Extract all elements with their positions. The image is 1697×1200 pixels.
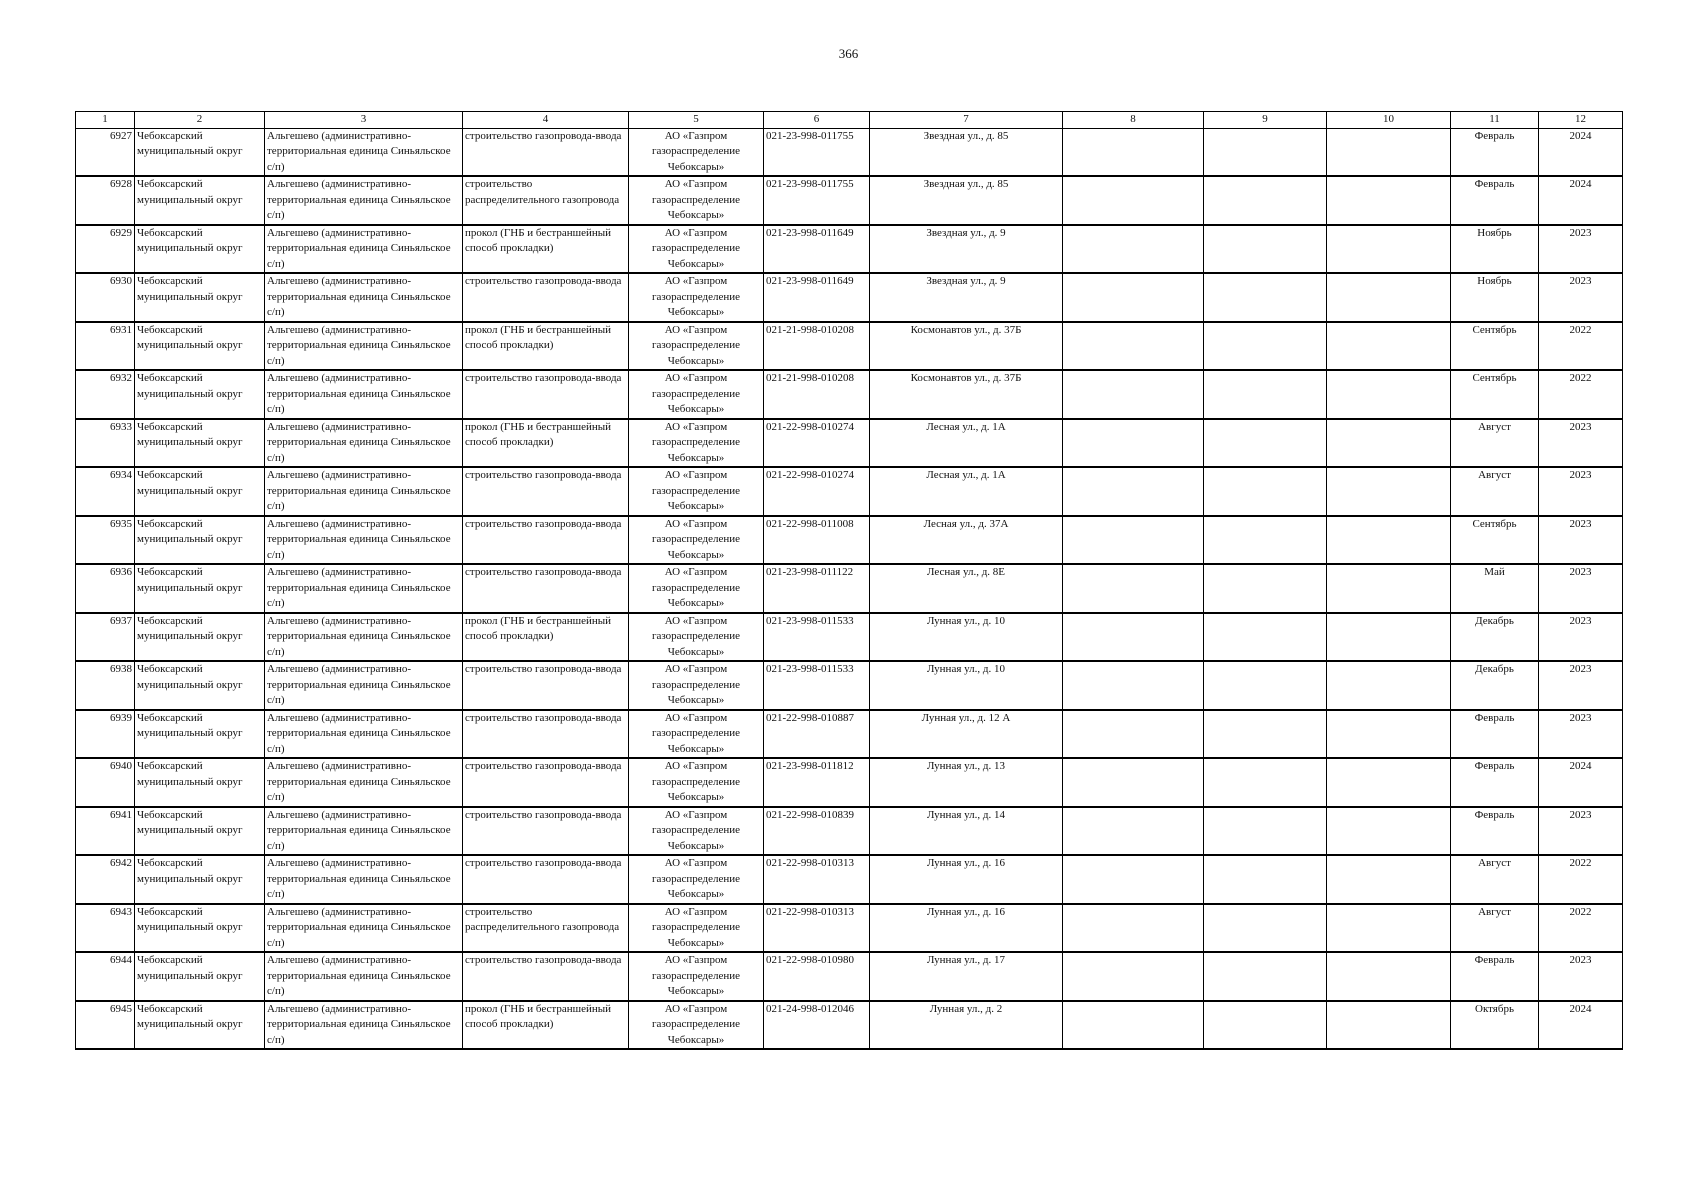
year-cell: 2022 xyxy=(1539,904,1623,953)
district-cell: Чебоксарский муниципальный округ xyxy=(135,661,265,710)
column-8-cell xyxy=(1063,273,1204,322)
address-cell: Звездная ул., д. 85 xyxy=(870,176,1063,225)
column-9-cell xyxy=(1204,370,1327,419)
district-cell: Чебоксарский муниципальный округ xyxy=(135,467,265,516)
month-cell: Август xyxy=(1451,467,1539,516)
column-8-cell xyxy=(1063,225,1204,274)
row-number: 6932 xyxy=(76,370,135,419)
column-10-cell xyxy=(1327,758,1451,807)
district-cell: Чебоксарский муниципальный округ xyxy=(135,807,265,856)
district-cell: Чебоксарский муниципальный округ xyxy=(135,564,265,613)
column-header: 2 xyxy=(135,112,265,129)
settlement-cell: Альгешево (административно-территориальная единица Синьяльское с/п) xyxy=(265,710,463,759)
address-cell: Лунная ул., д. 16 xyxy=(870,904,1063,953)
column-8-cell xyxy=(1063,758,1204,807)
settlement-cell: Альгешево (административно-территориальная единица Синьяльское с/п) xyxy=(265,758,463,807)
column-8-cell xyxy=(1063,904,1204,953)
organization-cell: АО «Газпром газораспределение Чебоксары» xyxy=(629,370,764,419)
address-cell: Лунная ул., д. 14 xyxy=(870,807,1063,856)
column-10-cell xyxy=(1327,273,1451,322)
column-10-cell xyxy=(1327,661,1451,710)
address-cell: Лунная ул., д. 13 xyxy=(870,758,1063,807)
settlement-cell: Альгешево (административно-территориальная единица Синьяльское с/п) xyxy=(265,613,463,662)
column-8-cell xyxy=(1063,128,1204,176)
column-9-cell xyxy=(1204,1001,1327,1050)
column-10-cell xyxy=(1327,176,1451,225)
work-type-cell: прокол (ГНБ и бестраншейный способ прокладки) xyxy=(463,322,629,371)
column-10-cell xyxy=(1327,419,1451,468)
address-cell: Лунная ул., д. 12 А xyxy=(870,710,1063,759)
district-cell: Чебоксарский муниципальный округ xyxy=(135,613,265,662)
code-cell: 021-22-998-010887 xyxy=(764,710,870,759)
row-number: 6943 xyxy=(76,904,135,953)
district-cell: Чебоксарский муниципальный округ xyxy=(135,370,265,419)
column-10-cell xyxy=(1327,952,1451,1001)
column-9-cell xyxy=(1204,904,1327,953)
work-type-cell: строительство газопровода-ввода xyxy=(463,855,629,904)
code-cell: 021-22-998-010839 xyxy=(764,807,870,856)
column-header: 12 xyxy=(1539,112,1623,129)
district-cell: Чебоксарский муниципальный округ xyxy=(135,1001,265,1050)
year-cell: 2023 xyxy=(1539,273,1623,322)
column-header: 1 xyxy=(76,112,135,129)
settlement-cell: Альгешево (административно-территориальная единица Синьяльское с/п) xyxy=(265,128,463,176)
organization-cell: АО «Газпром газораспределение Чебоксары» xyxy=(629,128,764,176)
column-9-cell xyxy=(1204,128,1327,176)
work-type-cell: строительство газопровода-ввода xyxy=(463,710,629,759)
settlement-cell: Альгешево (административно-территориальная единица Синьяльское с/п) xyxy=(265,225,463,274)
month-cell: Ноябрь xyxy=(1451,225,1539,274)
code-cell: 021-23-998-011755 xyxy=(764,128,870,176)
organization-cell: АО «Газпром газораспределение Чебоксары» xyxy=(629,758,764,807)
settlement-cell: Альгешево (административно-территориальная единица Синьяльское с/п) xyxy=(265,516,463,565)
column-header: 4 xyxy=(463,112,629,129)
work-type-cell: строительство распределительного газопровода xyxy=(463,904,629,953)
column-9-cell xyxy=(1204,807,1327,856)
year-cell: 2023 xyxy=(1539,467,1623,516)
month-cell: Февраль xyxy=(1451,758,1539,807)
year-cell: 2023 xyxy=(1539,419,1623,468)
settlement-cell: Альгешево (административно-территориальная единица Синьяльское с/п) xyxy=(265,855,463,904)
year-cell: 2024 xyxy=(1539,176,1623,225)
column-9-cell xyxy=(1204,516,1327,565)
column-header: 3 xyxy=(265,112,463,129)
column-10-cell xyxy=(1327,564,1451,613)
column-number-row xyxy=(76,112,1623,129)
registry-table xyxy=(75,111,1623,1050)
organization-cell: АО «Газпром газораспределение Чебоксары» xyxy=(629,225,764,274)
row-number: 6941 xyxy=(76,807,135,856)
settlement-cell: Альгешево (административно-территориальная единица Синьяльское с/п) xyxy=(265,419,463,468)
year-cell: 2023 xyxy=(1539,516,1623,565)
address-cell: Лесная ул., д. 37А xyxy=(870,516,1063,565)
year-cell: 2024 xyxy=(1539,758,1623,807)
district-cell: Чебоксарский муниципальный округ xyxy=(135,176,265,225)
address-cell: Лунная ул., д. 10 xyxy=(870,613,1063,662)
row-number: 6935 xyxy=(76,516,135,565)
column-8-cell xyxy=(1063,1001,1204,1050)
work-type-cell: строительство газопровода-ввода xyxy=(463,807,629,856)
organization-cell: АО «Газпром газораспределение Чебоксары» xyxy=(629,516,764,565)
column-9-cell xyxy=(1204,564,1327,613)
month-cell: Февраль xyxy=(1451,176,1539,225)
settlement-cell: Альгешево (административно-территориальная единица Синьяльское с/п) xyxy=(265,322,463,371)
column-9-cell xyxy=(1204,322,1327,371)
code-cell: 021-23-998-011649 xyxy=(764,225,870,274)
table-row xyxy=(76,613,1623,662)
organization-cell: АО «Газпром газораспределение Чебоксары» xyxy=(629,710,764,759)
table-row xyxy=(76,273,1623,322)
column-header: 10 xyxy=(1327,112,1451,129)
column-9-cell xyxy=(1204,273,1327,322)
month-cell: Февраль xyxy=(1451,807,1539,856)
row-number: 6938 xyxy=(76,661,135,710)
work-type-cell: строительство газопровода-ввода xyxy=(463,370,629,419)
district-cell: Чебоксарский муниципальный округ xyxy=(135,758,265,807)
row-number: 6930 xyxy=(76,273,135,322)
row-number: 6936 xyxy=(76,564,135,613)
table-row xyxy=(76,225,1623,274)
month-cell: Февраль xyxy=(1451,710,1539,759)
code-cell: 021-22-998-010274 xyxy=(764,419,870,468)
month-cell: Сентябрь xyxy=(1451,516,1539,565)
address-cell: Лесная ул., д. 1А xyxy=(870,419,1063,468)
column-9-cell xyxy=(1204,419,1327,468)
year-cell: 2023 xyxy=(1539,710,1623,759)
organization-cell: АО «Газпром газораспределение Чебоксары» xyxy=(629,564,764,613)
address-cell: Космонавтов ул., д. 37Б xyxy=(870,370,1063,419)
settlement-cell: Альгешево (административно-территориальная единица Синьяльское с/п) xyxy=(265,176,463,225)
table-row xyxy=(76,322,1623,371)
settlement-cell: Альгешево (административно-территориальная единица Синьяльское с/п) xyxy=(265,661,463,710)
column-9-cell xyxy=(1204,855,1327,904)
column-8-cell xyxy=(1063,855,1204,904)
row-number: 6939 xyxy=(76,710,135,759)
organization-cell: АО «Газпром газораспределение Чебоксары» xyxy=(629,952,764,1001)
table-row xyxy=(76,758,1623,807)
row-number: 6929 xyxy=(76,225,135,274)
code-cell: 021-21-998-010208 xyxy=(764,322,870,371)
column-9-cell xyxy=(1204,661,1327,710)
column-9-cell xyxy=(1204,710,1327,759)
table-row xyxy=(76,661,1623,710)
district-cell: Чебоксарский муниципальный округ xyxy=(135,128,265,176)
table-row xyxy=(76,952,1623,1001)
column-header: 9 xyxy=(1204,112,1327,129)
month-cell: Август xyxy=(1451,904,1539,953)
month-cell: Декабрь xyxy=(1451,613,1539,662)
district-cell: Чебоксарский муниципальный округ xyxy=(135,516,265,565)
organization-cell: АО «Газпром газораспределение Чебоксары» xyxy=(629,467,764,516)
district-cell: Чебоксарский муниципальный округ xyxy=(135,904,265,953)
address-cell: Лунная ул., д. 2 xyxy=(870,1001,1063,1050)
column-8-cell xyxy=(1063,613,1204,662)
district-cell: Чебоксарский муниципальный округ xyxy=(135,322,265,371)
column-9-cell xyxy=(1204,225,1327,274)
code-cell: 021-23-998-011533 xyxy=(764,613,870,662)
work-type-cell: строительство газопровода-ввода xyxy=(463,516,629,565)
year-cell: 2022 xyxy=(1539,370,1623,419)
row-number: 6937 xyxy=(76,613,135,662)
column-8-cell xyxy=(1063,516,1204,565)
column-10-cell xyxy=(1327,225,1451,274)
code-cell: 021-22-998-010313 xyxy=(764,855,870,904)
code-cell: 021-23-998-011755 xyxy=(764,176,870,225)
column-header: 7 xyxy=(870,112,1063,129)
code-cell: 021-22-998-010313 xyxy=(764,904,870,953)
organization-cell: АО «Газпром газораспределение Чебоксары» xyxy=(629,855,764,904)
month-cell: Февраль xyxy=(1451,128,1539,176)
code-cell: 021-22-998-010980 xyxy=(764,952,870,1001)
year-cell: 2023 xyxy=(1539,952,1623,1001)
year-cell: 2023 xyxy=(1539,564,1623,613)
organization-cell: АО «Газпром газораспределение Чебоксары» xyxy=(629,807,764,856)
column-9-cell xyxy=(1204,758,1327,807)
column-8-cell xyxy=(1063,710,1204,759)
code-cell: 021-23-998-011122 xyxy=(764,564,870,613)
row-number: 6931 xyxy=(76,322,135,371)
district-cell: Чебоксарский муниципальный округ xyxy=(135,855,265,904)
address-cell: Звездная ул., д. 85 xyxy=(870,128,1063,176)
year-cell: 2023 xyxy=(1539,661,1623,710)
code-cell: 021-23-998-011533 xyxy=(764,661,870,710)
month-cell: Февраль xyxy=(1451,952,1539,1001)
column-10-cell xyxy=(1327,516,1451,565)
settlement-cell: Альгешево (административно-территориальная единица Синьяльское с/п) xyxy=(265,564,463,613)
row-number: 6940 xyxy=(76,758,135,807)
settlement-cell: Альгешево (административно-территориальная единица Синьяльское с/п) xyxy=(265,273,463,322)
row-number: 6944 xyxy=(76,952,135,1001)
table-body xyxy=(76,128,1623,1049)
work-type-cell: строительство газопровода-ввода xyxy=(463,128,629,176)
column-9-cell xyxy=(1204,952,1327,1001)
code-cell: 021-23-998-011649 xyxy=(764,273,870,322)
column-9-cell xyxy=(1204,613,1327,662)
district-cell: Чебоксарский муниципальный округ xyxy=(135,419,265,468)
work-type-cell: строительство газопровода-ввода xyxy=(463,467,629,516)
organization-cell: АО «Газпром газораспределение Чебоксары» xyxy=(629,1001,764,1050)
organization-cell: АО «Газпром газораспределение Чебоксары» xyxy=(629,176,764,225)
address-cell: Звездная ул., д. 9 xyxy=(870,225,1063,274)
settlement-cell: Альгешево (административно-территориальная единица Синьяльское с/п) xyxy=(265,370,463,419)
work-type-cell: прокол (ГНБ и бестраншейный способ прокладки) xyxy=(463,1001,629,1050)
month-cell: Май xyxy=(1451,564,1539,613)
work-type-cell: прокол (ГНБ и бестраншейный способ прокладки) xyxy=(463,225,629,274)
organization-cell: АО «Газпром газораспределение Чебоксары» xyxy=(629,661,764,710)
column-8-cell xyxy=(1063,419,1204,468)
table-row xyxy=(76,419,1623,468)
month-cell: Ноябрь xyxy=(1451,273,1539,322)
column-10-cell xyxy=(1327,710,1451,759)
organization-cell: АО «Газпром газораспределение Чебоксары» xyxy=(629,322,764,371)
year-cell: 2022 xyxy=(1539,855,1623,904)
column-8-cell xyxy=(1063,661,1204,710)
column-10-cell xyxy=(1327,613,1451,662)
column-header: 8 xyxy=(1063,112,1204,129)
settlement-cell: Альгешево (административно-территориальная единица Синьяльское с/п) xyxy=(265,807,463,856)
month-cell: Август xyxy=(1451,855,1539,904)
year-cell: 2024 xyxy=(1539,1001,1623,1050)
settlement-cell: Альгешево (административно-территориальная единица Синьяльское с/п) xyxy=(265,1001,463,1050)
month-cell: Сентябрь xyxy=(1451,370,1539,419)
column-9-cell xyxy=(1204,176,1327,225)
organization-cell: АО «Газпром газораспределение Чебоксары» xyxy=(629,904,764,953)
column-8-cell xyxy=(1063,467,1204,516)
work-type-cell: строительство газопровода-ввода xyxy=(463,564,629,613)
row-number: 6927 xyxy=(76,128,135,176)
work-type-cell: прокол (ГНБ и бестраншейный способ прокладки) xyxy=(463,613,629,662)
district-cell: Чебоксарский муниципальный округ xyxy=(135,225,265,274)
year-cell: 2023 xyxy=(1539,225,1623,274)
code-cell: 021-23-998-011812 xyxy=(764,758,870,807)
table-row xyxy=(76,516,1623,565)
column-8-cell xyxy=(1063,952,1204,1001)
column-8-cell xyxy=(1063,370,1204,419)
column-8-cell xyxy=(1063,564,1204,613)
table-row xyxy=(76,564,1623,613)
address-cell: Лесная ул., д. 8Е xyxy=(870,564,1063,613)
year-cell: 2024 xyxy=(1539,128,1623,176)
column-10-cell xyxy=(1327,467,1451,516)
month-cell: Декабрь xyxy=(1451,661,1539,710)
year-cell: 2023 xyxy=(1539,807,1623,856)
row-number: 6942 xyxy=(76,855,135,904)
column-10-cell xyxy=(1327,904,1451,953)
table-row xyxy=(76,176,1623,225)
organization-cell: АО «Газпром газораспределение Чебоксары» xyxy=(629,273,764,322)
month-cell: Сентябрь xyxy=(1451,322,1539,371)
column-header: 5 xyxy=(629,112,764,129)
address-cell: Лунная ул., д. 10 xyxy=(870,661,1063,710)
address-cell: Звездная ул., д. 9 xyxy=(870,273,1063,322)
column-10-cell xyxy=(1327,128,1451,176)
district-cell: Чебоксарский муниципальный округ xyxy=(135,273,265,322)
column-8-cell xyxy=(1063,322,1204,371)
year-cell: 2022 xyxy=(1539,322,1623,371)
code-cell: 021-22-998-010274 xyxy=(764,467,870,516)
column-10-cell xyxy=(1327,855,1451,904)
column-header: 6 xyxy=(764,112,870,129)
work-type-cell: строительство газопровода-ввода xyxy=(463,273,629,322)
work-type-cell: строительство газопровода-ввода xyxy=(463,758,629,807)
address-cell: Лунная ул., д. 16 xyxy=(870,855,1063,904)
column-8-cell xyxy=(1063,176,1204,225)
column-9-cell xyxy=(1204,467,1327,516)
table-row xyxy=(76,710,1623,759)
table-row xyxy=(76,128,1623,176)
settlement-cell: Альгешево (административно-территориальная единица Синьяльское с/п) xyxy=(265,467,463,516)
table-row xyxy=(76,807,1623,856)
work-type-cell: строительство газопровода-ввода xyxy=(463,661,629,710)
table-row xyxy=(76,855,1623,904)
year-cell: 2023 xyxy=(1539,613,1623,662)
column-10-cell xyxy=(1327,807,1451,856)
table-row xyxy=(76,904,1623,953)
table-row xyxy=(76,1001,1623,1050)
row-number: 6928 xyxy=(76,176,135,225)
table-row xyxy=(76,370,1623,419)
row-number: 6934 xyxy=(76,467,135,516)
organization-cell: АО «Газпром газораспределение Чебоксары» xyxy=(629,419,764,468)
code-cell: 021-24-998-012046 xyxy=(764,1001,870,1050)
address-cell: Космонавтов ул., д. 37Б xyxy=(870,322,1063,371)
work-type-cell: строительство распределительного газопровода xyxy=(463,176,629,225)
work-type-cell: строительство газопровода-ввода xyxy=(463,952,629,1001)
settlement-cell: Альгешево (административно-территориальная единица Синьяльское с/п) xyxy=(265,904,463,953)
column-10-cell xyxy=(1327,370,1451,419)
column-10-cell xyxy=(1327,1001,1451,1050)
work-type-cell: прокол (ГНБ и бестраншейный способ прокладки) xyxy=(463,419,629,468)
code-cell: 021-22-998-011008 xyxy=(764,516,870,565)
address-cell: Лунная ул., д. 17 xyxy=(870,952,1063,1001)
page-number: 366 xyxy=(838,46,859,61)
settlement-cell: Альгешево (административно-территориальная единица Синьяльское с/п) xyxy=(265,952,463,1001)
organization-cell: АО «Газпром газораспределение Чебоксары» xyxy=(629,613,764,662)
column-8-cell xyxy=(1063,807,1204,856)
district-cell: Чебоксарский муниципальный округ xyxy=(135,710,265,759)
address-cell: Лесная ул., д. 1А xyxy=(870,467,1063,516)
row-number: 6933 xyxy=(76,419,135,468)
code-cell: 021-21-998-010208 xyxy=(764,370,870,419)
column-header: 11 xyxy=(1451,112,1539,129)
month-cell: Октябрь xyxy=(1451,1001,1539,1050)
row-number: 6945 xyxy=(76,1001,135,1050)
month-cell: Август xyxy=(1451,419,1539,468)
table-row xyxy=(76,467,1623,516)
column-10-cell xyxy=(1327,322,1451,371)
district-cell: Чебоксарский муниципальный округ xyxy=(135,952,265,1001)
